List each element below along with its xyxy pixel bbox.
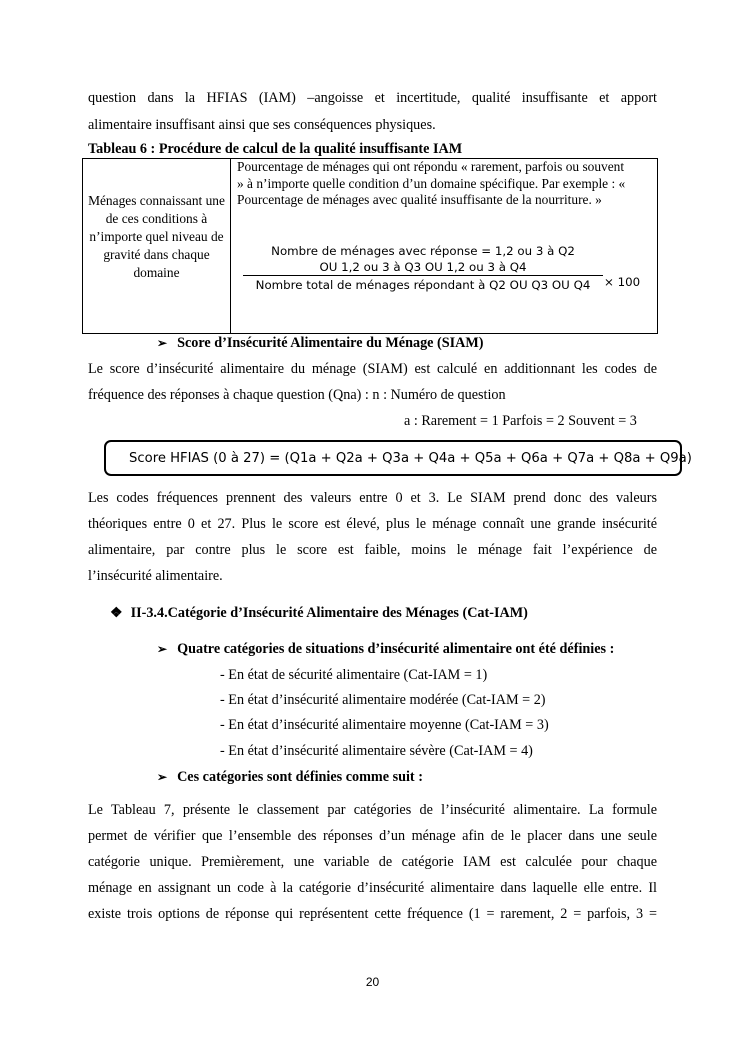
intro-line-2: alimentaire insuffisant ainsi que ses conséquences physiques. <box>88 117 436 133</box>
section-heading: II-3.4.Catégorie d’Insécurité Alimentaire des Ménages (Cat-IAM) <box>130 605 528 621</box>
page-number: 20 <box>365 975 380 989</box>
table6-right-text: Pourcentage de ménages qui ont répondu « rarement, parfois ou souvent » à n’importe quelle condition d’un domaine spécifique. Par exemple : « Pourcentage de ménages avec qualité insuffisante de la nourriture. » <box>237 159 626 207</box>
final-line-1: Le Tableau 7, présente le classement par catégories de l’insécurité alimentaire. La formule <box>88 802 657 818</box>
category-item: - En état de sécurité alimentaire (Cat-IAM = 1) <box>220 667 488 683</box>
sub1-row <box>157 640 614 658</box>
category-item: - En état d’insécurité alimentaire modérée (Cat-IAM = 2) <box>220 692 546 708</box>
sub2-row <box>157 768 423 786</box>
arrow-bullet-icon: ➢ <box>157 336 168 350</box>
final-line-5: existe trois options de réponse qui représentent cette fréquence (1 = rarement, 2 = parfois, 3 = <box>88 906 657 922</box>
diamond-bullet-icon: ❖ <box>110 606 123 621</box>
codes-line-4: l’insécurité alimentaire. <box>88 568 223 584</box>
arrow-bullet-icon: ➢ <box>157 642 168 656</box>
formula-numerator-2: OU 1,2 ou 3 à Q3 OU 1,2 ou 3 à Q4 <box>319 260 527 274</box>
siam-line-3: a : Rarement = 1 Parfois = 2 Souvent = 3 <box>404 413 637 429</box>
siam-line-2: fréquence des réponses à chaque question (Qna) : n : Numéro de question <box>88 387 506 403</box>
codes-line-2: théoriques entre 0 et 27. Plus le score est élevé, plus le ménage connaît une grande insécurité <box>88 516 657 532</box>
table6-left-cell <box>83 159 231 334</box>
formula-numerator-1: Nombre de ménages avec réponse = 1,2 ou 3 à Q2 <box>271 244 575 258</box>
table6-caption: Tableau 6 : Procédure de calcul de la qualité insuffisante IAM <box>88 141 463 157</box>
table6-formula <box>243 243 603 293</box>
sub1-heading: Quatre catégories de situations d’insécurité alimentaire ont été définies : <box>177 641 615 657</box>
table6-left-text: Ménages connaissant une de ces conditions à n’importe quel niveau de gravité dans chaque domaine <box>88 193 225 280</box>
score-formula: Score HFIAS (0 à 27) = (Q1a + Q2a + Q3a + Q4a + Q5a + Q6a + Q7a + Q8a + Q9a) <box>129 451 692 466</box>
category-item: - En état d’insécurité alimentaire sévère (Cat-IAM = 4) <box>220 743 533 759</box>
formula-multiplier: × 100 <box>604 275 641 289</box>
intro-line-1: question dans la HFIAS (IAM) –angoisse et incertitude, qualité insuffisante et apport <box>88 90 657 106</box>
final-line-4: ménage en assignant un code à la catégorie d’insécurité alimentaire dans laquelle elle entre. Il <box>88 880 657 896</box>
sub2-heading: Ces catégories sont définies comme suit : <box>177 769 423 785</box>
siam-heading-row <box>157 334 484 352</box>
score-formula-box <box>104 440 692 476</box>
section-heading-row <box>110 604 528 623</box>
final-line-2: permet de vérifier que l’ensemble des réponses d’un ménage afin de le placer dans une seule <box>88 828 657 844</box>
table6-right-cell <box>231 159 658 334</box>
final-line-3: catégorie unique. Premièrement, une variable de catégorie IAM est calculée pour chaque <box>88 854 657 870</box>
formula-denominator: Nombre total de ménages répondant à Q2 OU Q3 OU Q4 <box>243 275 603 293</box>
siam-heading: Score d’Insécurité Alimentaire du Ménage (SIAM) <box>177 335 484 351</box>
table6 <box>82 158 658 334</box>
siam-line-1: Le score d’insécurité alimentaire du ménage (SIAM) est calculé en additionnant les codes de <box>88 361 657 377</box>
arrow-bullet-icon: ➢ <box>157 770 168 784</box>
codes-line-1: Les codes fréquences prennent des valeurs entre 0 et 3. Le SIAM prend donc des valeurs <box>88 490 657 506</box>
codes-line-3: alimentaire, par contre plus le score est faible, moins le ménage fait l’expérience de <box>88 542 657 558</box>
category-item: - En état d’insécurité alimentaire moyenne (Cat-IAM = 3) <box>220 717 549 733</box>
